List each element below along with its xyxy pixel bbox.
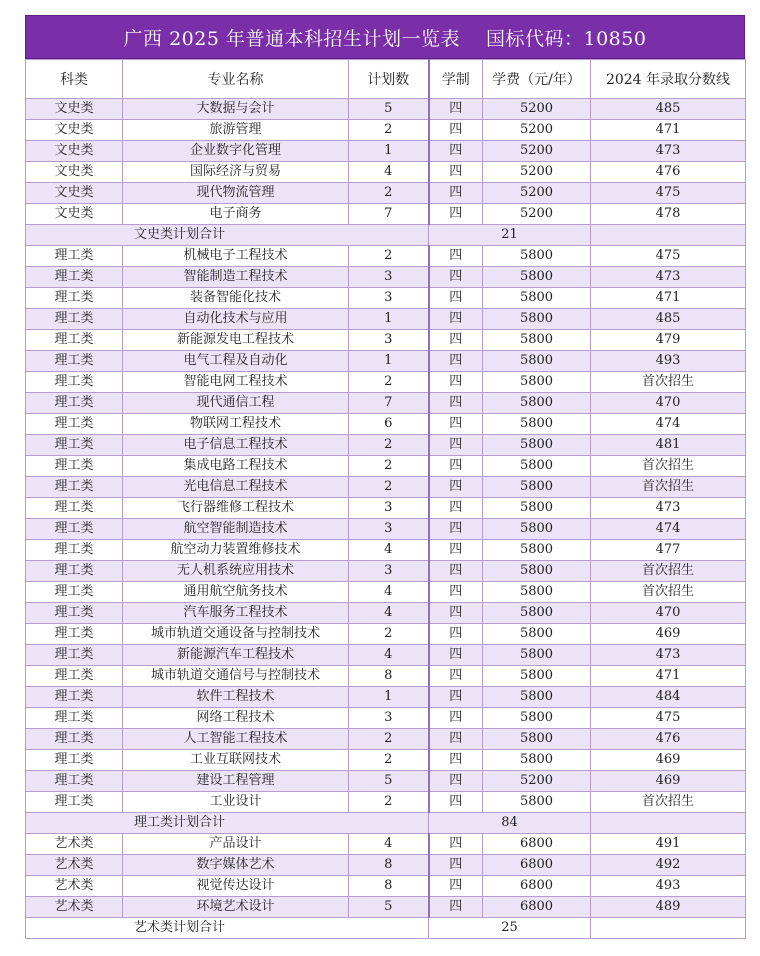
- table-row: [26, 498, 746, 519]
- cell-duration: 四: [429, 141, 483, 162]
- cell-plan-count: 2: [349, 750, 429, 771]
- cell-plan-count: 2: [349, 729, 429, 750]
- cell-plan-count: 7: [349, 204, 429, 225]
- cell-tuition: 5200: [483, 204, 591, 225]
- cell-tuition: 5200: [483, 99, 591, 120]
- cell-plan-count: 2: [349, 183, 429, 204]
- cell-category: 文史类: [26, 120, 123, 141]
- cell-tuition: 5800: [483, 603, 591, 624]
- cell-tuition: 5800: [483, 393, 591, 414]
- cell-duration: 四: [429, 246, 483, 267]
- cell-plan-count: 3: [349, 519, 429, 540]
- cell-plan-count: 8: [349, 855, 429, 876]
- table-row: [26, 183, 746, 204]
- cell-tuition: 5800: [483, 498, 591, 519]
- cell-cutoff: 485: [591, 309, 746, 330]
- cell-major-name: 智能电网工程技术: [123, 372, 349, 393]
- header-plan-count: 计划数: [349, 60, 429, 99]
- cell-tuition: 5200: [483, 120, 591, 141]
- cell-major-name: 软件工程技术: [123, 687, 349, 708]
- table-row: [26, 540, 746, 561]
- cell-category: 文史类: [26, 141, 123, 162]
- subtotal-label: 艺术类计划合计: [26, 918, 429, 939]
- cell-tuition: 5800: [483, 414, 591, 435]
- subtotal-row: [26, 225, 746, 246]
- table-row: [26, 435, 746, 456]
- cell-cutoff: 492: [591, 855, 746, 876]
- cell-cutoff: 473: [591, 267, 746, 288]
- cell-tuition: 5800: [483, 582, 591, 603]
- cell-plan-count: 8: [349, 876, 429, 897]
- table-row: [26, 729, 746, 750]
- cell-category: 理工类: [26, 519, 123, 540]
- subtotal-label: 理工类计划合计: [26, 813, 429, 834]
- cell-duration: 四: [429, 183, 483, 204]
- cell-plan-count: 2: [349, 624, 429, 645]
- cell-category: 文史类: [26, 183, 123, 204]
- cell-duration: 四: [429, 288, 483, 309]
- cell-plan-count: 4: [349, 540, 429, 561]
- cell-major-name: 产品设计: [123, 834, 349, 855]
- cell-major-name: 机械电子工程技术: [123, 246, 349, 267]
- cell-plan-count: 3: [349, 708, 429, 729]
- cell-tuition: 5800: [483, 246, 591, 267]
- table-row: [26, 204, 746, 225]
- cell-major-name: 人工智能工程技术: [123, 729, 349, 750]
- table-row: [26, 582, 746, 603]
- cell-plan-count: 3: [349, 561, 429, 582]
- cell-category: 艺术类: [26, 855, 123, 876]
- subtotal-value: 21: [429, 225, 591, 246]
- cell-cutoff: 489: [591, 897, 746, 918]
- header-duration: 学制: [429, 60, 483, 99]
- table-row: [26, 309, 746, 330]
- cell-tuition: 5800: [483, 351, 591, 372]
- cell-category: 理工类: [26, 246, 123, 267]
- table-row: [26, 519, 746, 540]
- cell-cutoff: 473: [591, 645, 746, 666]
- cell-cutoff: 491: [591, 834, 746, 855]
- cell-duration: 四: [429, 435, 483, 456]
- cell-tuition: 5800: [483, 309, 591, 330]
- subtotal-label: 文史类计划合计: [26, 225, 429, 246]
- cell-duration: 四: [429, 876, 483, 897]
- header-category: 科类: [26, 60, 123, 99]
- cell-cutoff: 484: [591, 687, 746, 708]
- header-major-name: 专业名称: [123, 60, 349, 99]
- subtotal-value: 25: [429, 918, 591, 939]
- cell-tuition: 5800: [483, 456, 591, 477]
- cell-cutoff: 首次招生: [591, 372, 746, 393]
- cell-tuition: 5800: [483, 645, 591, 666]
- cell-duration: 四: [429, 729, 483, 750]
- subtotal-empty-cell: [591, 813, 746, 834]
- cell-cutoff: 470: [591, 603, 746, 624]
- cell-duration: 四: [429, 372, 483, 393]
- cell-plan-count: 3: [349, 330, 429, 351]
- table-row: [26, 393, 746, 414]
- cell-major-name: 旅游管理: [123, 120, 349, 141]
- cell-tuition: 5800: [483, 687, 591, 708]
- cell-category: 理工类: [26, 372, 123, 393]
- table-row: [26, 750, 746, 771]
- cell-cutoff: 485: [591, 99, 746, 120]
- cell-plan-count: 1: [349, 141, 429, 162]
- cell-cutoff: 首次招生: [591, 582, 746, 603]
- cell-category: 理工类: [26, 750, 123, 771]
- cell-major-name: 企业数字化管理: [123, 141, 349, 162]
- cell-duration: 四: [429, 519, 483, 540]
- cell-plan-count: 8: [349, 666, 429, 687]
- cell-plan-count: 4: [349, 582, 429, 603]
- cell-major-name: 光电信息工程技术: [123, 477, 349, 498]
- subtotal-empty-cell: [591, 918, 746, 939]
- cell-category: 理工类: [26, 267, 123, 288]
- cell-plan-count: 4: [349, 162, 429, 183]
- cell-major-name: 城市轨道交通信号与控制技术: [123, 666, 349, 687]
- cell-plan-count: 2: [349, 372, 429, 393]
- cell-cutoff: 471: [591, 288, 746, 309]
- cell-tuition: 5800: [483, 372, 591, 393]
- cell-tuition: 6800: [483, 834, 591, 855]
- cell-duration: 四: [429, 204, 483, 225]
- table-row: [26, 267, 746, 288]
- cell-tuition: 5800: [483, 624, 591, 645]
- cell-major-name: 物联网工程技术: [123, 414, 349, 435]
- table-row: [26, 372, 746, 393]
- table-header-row: [26, 60, 746, 99]
- cell-plan-count: 3: [349, 288, 429, 309]
- cell-category: 理工类: [26, 435, 123, 456]
- cell-duration: 四: [429, 624, 483, 645]
- table-row: [26, 246, 746, 267]
- cell-category: 理工类: [26, 456, 123, 477]
- cell-major-name: 工业互联网技术: [123, 750, 349, 771]
- cell-plan-count: 2: [349, 456, 429, 477]
- cell-major-name: 电子商务: [123, 204, 349, 225]
- cell-tuition: 6800: [483, 876, 591, 897]
- table-row: [26, 120, 746, 141]
- cell-tuition: 5800: [483, 435, 591, 456]
- cell-cutoff: 481: [591, 435, 746, 456]
- table-row: [26, 876, 746, 897]
- cell-cutoff: 473: [591, 498, 746, 519]
- cell-cutoff: 478: [591, 204, 746, 225]
- cell-duration: 四: [429, 855, 483, 876]
- cell-category: 理工类: [26, 351, 123, 372]
- cell-tuition: 6800: [483, 897, 591, 918]
- cell-duration: 四: [429, 687, 483, 708]
- cell-major-name: 智能制造工程技术: [123, 267, 349, 288]
- cell-major-name: 汽车服务工程技术: [123, 603, 349, 624]
- cell-duration: 四: [429, 309, 483, 330]
- cell-category: 理工类: [26, 561, 123, 582]
- table-row: [26, 414, 746, 435]
- table-row: [26, 624, 746, 645]
- cell-tuition: 5800: [483, 729, 591, 750]
- cell-plan-count: 1: [349, 687, 429, 708]
- cell-major-name: 数字媒体艺术: [123, 855, 349, 876]
- cell-duration: 四: [429, 393, 483, 414]
- cell-cutoff: 474: [591, 414, 746, 435]
- cell-cutoff: 首次招生: [591, 456, 746, 477]
- cell-major-name: 大数据与会计: [123, 99, 349, 120]
- cell-major-name: 现代通信工程: [123, 393, 349, 414]
- cell-cutoff: 476: [591, 729, 746, 750]
- subtotal-row: [26, 813, 746, 834]
- cell-duration: 四: [429, 267, 483, 288]
- table-row: [26, 897, 746, 918]
- cell-major-name: 现代物流管理: [123, 183, 349, 204]
- cell-category: 理工类: [26, 393, 123, 414]
- cell-plan-count: 5: [349, 771, 429, 792]
- cell-plan-count: 2: [349, 120, 429, 141]
- table-row: [26, 141, 746, 162]
- cell-major-name: 电子信息工程技术: [123, 435, 349, 456]
- cell-category: 艺术类: [26, 876, 123, 897]
- subtotal-row: [26, 918, 746, 939]
- table-row: [26, 687, 746, 708]
- cell-cutoff: 473: [591, 141, 746, 162]
- cell-category: 理工类: [26, 477, 123, 498]
- header-tuition: 学费（元/年）: [483, 60, 591, 99]
- cell-major-name: 网络工程技术: [123, 708, 349, 729]
- cell-major-name: 自动化技术与应用: [123, 309, 349, 330]
- cell-plan-count: 1: [349, 309, 429, 330]
- table-row: [26, 288, 746, 309]
- cell-duration: 四: [429, 582, 483, 603]
- table-row: [26, 330, 746, 351]
- cell-duration: 四: [429, 99, 483, 120]
- table-row: [26, 603, 746, 624]
- table-row: [26, 162, 746, 183]
- cell-tuition: 5200: [483, 162, 591, 183]
- cell-duration: 四: [429, 666, 483, 687]
- cell-category: 理工类: [26, 288, 123, 309]
- cell-major-name: 环境艺术设计: [123, 897, 349, 918]
- admission-plan-document: [25, 15, 745, 939]
- cell-cutoff: 首次招生: [591, 792, 746, 813]
- cell-plan-count: 3: [349, 498, 429, 519]
- table-row: [26, 456, 746, 477]
- cell-major-name: 视觉传达设计: [123, 876, 349, 897]
- header-2024-cutoff: 2024 年录取分数线: [591, 60, 746, 99]
- cell-category: 文史类: [26, 99, 123, 120]
- cell-plan-count: 2: [349, 792, 429, 813]
- cell-duration: 四: [429, 120, 483, 141]
- cell-duration: 四: [429, 897, 483, 918]
- table-row: [26, 792, 746, 813]
- cell-duration: 四: [429, 834, 483, 855]
- table-row: [26, 666, 746, 687]
- cell-category: 理工类: [26, 708, 123, 729]
- table-row: [26, 561, 746, 582]
- cell-plan-count: 1: [349, 351, 429, 372]
- cell-tuition: 5200: [483, 771, 591, 792]
- cell-major-name: 新能源汽车工程技术: [123, 645, 349, 666]
- cell-category: 理工类: [26, 498, 123, 519]
- cell-plan-count: 2: [349, 435, 429, 456]
- table-row: [26, 855, 746, 876]
- cell-major-name: 建设工程管理: [123, 771, 349, 792]
- cell-tuition: 5800: [483, 477, 591, 498]
- cell-category: 理工类: [26, 645, 123, 666]
- cell-cutoff: 477: [591, 540, 746, 561]
- cell-category: 理工类: [26, 687, 123, 708]
- cell-category: 理工类: [26, 309, 123, 330]
- cell-cutoff: 首次招生: [591, 561, 746, 582]
- cell-category: 文史类: [26, 162, 123, 183]
- admission-plan-table: [25, 59, 746, 939]
- cell-duration: 四: [429, 708, 483, 729]
- cell-plan-count: 5: [349, 897, 429, 918]
- cell-duration: 四: [429, 561, 483, 582]
- table-row: [26, 708, 746, 729]
- cell-tuition: 5200: [483, 183, 591, 204]
- cell-category: 理工类: [26, 540, 123, 561]
- cell-major-name: 集成电路工程技术: [123, 456, 349, 477]
- cell-tuition: 5800: [483, 561, 591, 582]
- cell-category: 理工类: [26, 666, 123, 687]
- cell-duration: 四: [429, 645, 483, 666]
- table-row: [26, 771, 746, 792]
- cell-cutoff: 475: [591, 183, 746, 204]
- cell-duration: 四: [429, 792, 483, 813]
- table-row: [26, 645, 746, 666]
- cell-tuition: 5800: [483, 792, 591, 813]
- cell-major-name: 通用航空航务技术: [123, 582, 349, 603]
- cell-tuition: 5800: [483, 519, 591, 540]
- cell-duration: 四: [429, 771, 483, 792]
- cell-tuition: 5800: [483, 540, 591, 561]
- cell-tuition: 6800: [483, 855, 591, 876]
- cell-category: 理工类: [26, 792, 123, 813]
- cell-category: 理工类: [26, 330, 123, 351]
- cell-cutoff: 475: [591, 246, 746, 267]
- cell-tuition: 5800: [483, 288, 591, 309]
- cell-duration: 四: [429, 456, 483, 477]
- cell-plan-count: 3: [349, 267, 429, 288]
- cell-category: 艺术类: [26, 897, 123, 918]
- table-row: [26, 351, 746, 372]
- cell-major-name: 新能源发电工程技术: [123, 330, 349, 351]
- cell-duration: 四: [429, 540, 483, 561]
- cell-plan-count: 5: [349, 99, 429, 120]
- table-row: [26, 834, 746, 855]
- cell-cutoff: 469: [591, 771, 746, 792]
- cell-major-name: 飞行器维修工程技术: [123, 498, 349, 519]
- cell-duration: 四: [429, 603, 483, 624]
- cell-tuition: 5800: [483, 330, 591, 351]
- cell-cutoff: 首次招生: [591, 477, 746, 498]
- table-row: [26, 99, 746, 120]
- cell-category: 理工类: [26, 624, 123, 645]
- cell-duration: 四: [429, 351, 483, 372]
- cell-cutoff: 471: [591, 666, 746, 687]
- cell-plan-count: 2: [349, 477, 429, 498]
- cell-duration: 四: [429, 750, 483, 771]
- cell-category: 理工类: [26, 729, 123, 750]
- cell-duration: 四: [429, 162, 483, 183]
- cell-category: 理工类: [26, 603, 123, 624]
- cell-cutoff: 471: [591, 120, 746, 141]
- cell-major-name: 无人机系统应用技术: [123, 561, 349, 582]
- cell-cutoff: 493: [591, 351, 746, 372]
- cell-plan-count: 6: [349, 414, 429, 435]
- page-title: 广西 2025 年普通本科招生计划一览表 国标代码：10850: [25, 15, 745, 59]
- subtotal-empty-cell: [591, 225, 746, 246]
- cell-cutoff: 470: [591, 393, 746, 414]
- cell-cutoff: 469: [591, 750, 746, 771]
- cell-tuition: 5800: [483, 750, 591, 771]
- cell-major-name: 工业设计: [123, 792, 349, 813]
- cell-cutoff: 476: [591, 162, 746, 183]
- cell-category: 理工类: [26, 582, 123, 603]
- cell-category: 文史类: [26, 204, 123, 225]
- cell-duration: 四: [429, 414, 483, 435]
- table-body: [26, 99, 746, 939]
- cell-category: 理工类: [26, 414, 123, 435]
- cell-tuition: 5800: [483, 708, 591, 729]
- cell-major-name: 装备智能化技术: [123, 288, 349, 309]
- cell-duration: 四: [429, 498, 483, 519]
- cell-plan-count: 4: [349, 603, 429, 624]
- subtotal-value: 84: [429, 813, 591, 834]
- cell-major-name: 电气工程及自动化: [123, 351, 349, 372]
- cell-cutoff: 475: [591, 708, 746, 729]
- cell-plan-count: 4: [349, 645, 429, 666]
- cell-plan-count: 7: [349, 393, 429, 414]
- cell-cutoff: 479: [591, 330, 746, 351]
- cell-duration: 四: [429, 330, 483, 351]
- cell-major-name: 城市轨道交通设备与控制技术: [123, 624, 349, 645]
- cell-plan-count: 4: [349, 834, 429, 855]
- cell-cutoff: 493: [591, 876, 746, 897]
- cell-plan-count: 2: [349, 246, 429, 267]
- cell-tuition: 5800: [483, 267, 591, 288]
- table-row: [26, 477, 746, 498]
- cell-category: 理工类: [26, 771, 123, 792]
- cell-tuition: 5200: [483, 141, 591, 162]
- cell-category: 艺术类: [26, 834, 123, 855]
- cell-major-name: 国际经济与贸易: [123, 162, 349, 183]
- cell-tuition: 5800: [483, 666, 591, 687]
- cell-major-name: 航空智能制造技术: [123, 519, 349, 540]
- cell-cutoff: 474: [591, 519, 746, 540]
- cell-major-name: 航空动力装置维修技术: [123, 540, 349, 561]
- cell-cutoff: 469: [591, 624, 746, 645]
- cell-duration: 四: [429, 477, 483, 498]
